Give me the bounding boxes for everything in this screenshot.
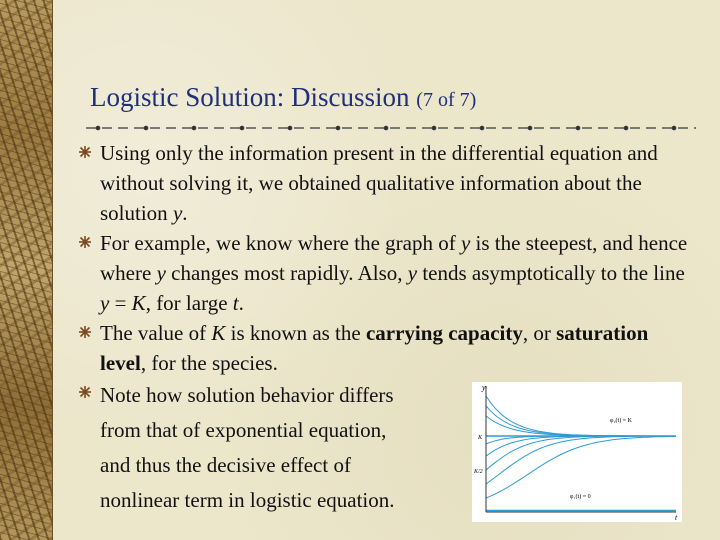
graph-y-axis-label: y (482, 383, 486, 392)
slide-title (90, 82, 476, 113)
bullet-line: and thus the decisive effect of (100, 453, 351, 477)
marble-sidebar (0, 0, 53, 540)
graph-x-axis-label: t (675, 513, 678, 522)
bullet-star-icon (78, 385, 92, 399)
text-run: = (109, 291, 132, 315)
italic-term: K (211, 321, 226, 345)
italic-term: y (172, 201, 183, 225)
bullet-item (78, 228, 698, 318)
bullet-star-icon (78, 235, 92, 249)
text-run: is the steepest, and hence where (100, 231, 688, 285)
bullet-star-icon (78, 145, 92, 159)
text-run: , for large (145, 291, 233, 315)
text-run: tends asymptotically to the line (417, 261, 685, 285)
italic-term: y (407, 261, 418, 285)
bullet-item (78, 138, 698, 228)
graph-tick-K-half: K/2 (474, 469, 483, 475)
decorative-divider (86, 123, 696, 133)
bold-term: saturation level (100, 321, 649, 375)
title-main: Logistic Solution: Discussion (90, 82, 410, 112)
text-run: is known as the (225, 321, 366, 345)
text-run: , or (522, 321, 557, 345)
title-page-indicator: (7 of 7) (416, 89, 477, 111)
bullet-line: Note how solution behavior differs (100, 383, 394, 407)
text-run: . (238, 291, 244, 315)
text-run: , for the species. (140, 351, 278, 375)
bullet-line: from that of exponential equation, (100, 418, 387, 442)
bullet-line: nonlinear term in logistic equation. (100, 488, 395, 512)
italic-term: K (131, 291, 146, 315)
logistic-solutions-graph (472, 382, 682, 522)
italic-term: y (156, 261, 166, 285)
italic-term: t (232, 291, 239, 315)
graph-lower-curve-label: φ₁(t) = 0 (570, 494, 591, 500)
bullet-item (78, 318, 698, 378)
text-run: Using only the information present in the differential equation and without solving it, we obtained qualitative information about the solution (100, 141, 658, 225)
italic-term: y (100, 291, 110, 315)
text-run: The value of (100, 321, 212, 345)
graph-upper-curve-label: φ₂(t) = K (610, 418, 632, 424)
text-run: changes most rapidly. Also, (165, 261, 408, 285)
bullet-text (100, 318, 698, 378)
bullet-text (100, 228, 698, 318)
bullet-text (100, 138, 698, 228)
text-run: For example, we know where the graph of (100, 231, 461, 255)
graph-tick-K: K (478, 435, 483, 441)
bold-term: carrying capacity (365, 321, 523, 345)
text-run: . (182, 201, 188, 225)
bullet-star-icon (78, 325, 92, 339)
italic-term: y (460, 231, 471, 255)
graph-background (472, 382, 682, 522)
